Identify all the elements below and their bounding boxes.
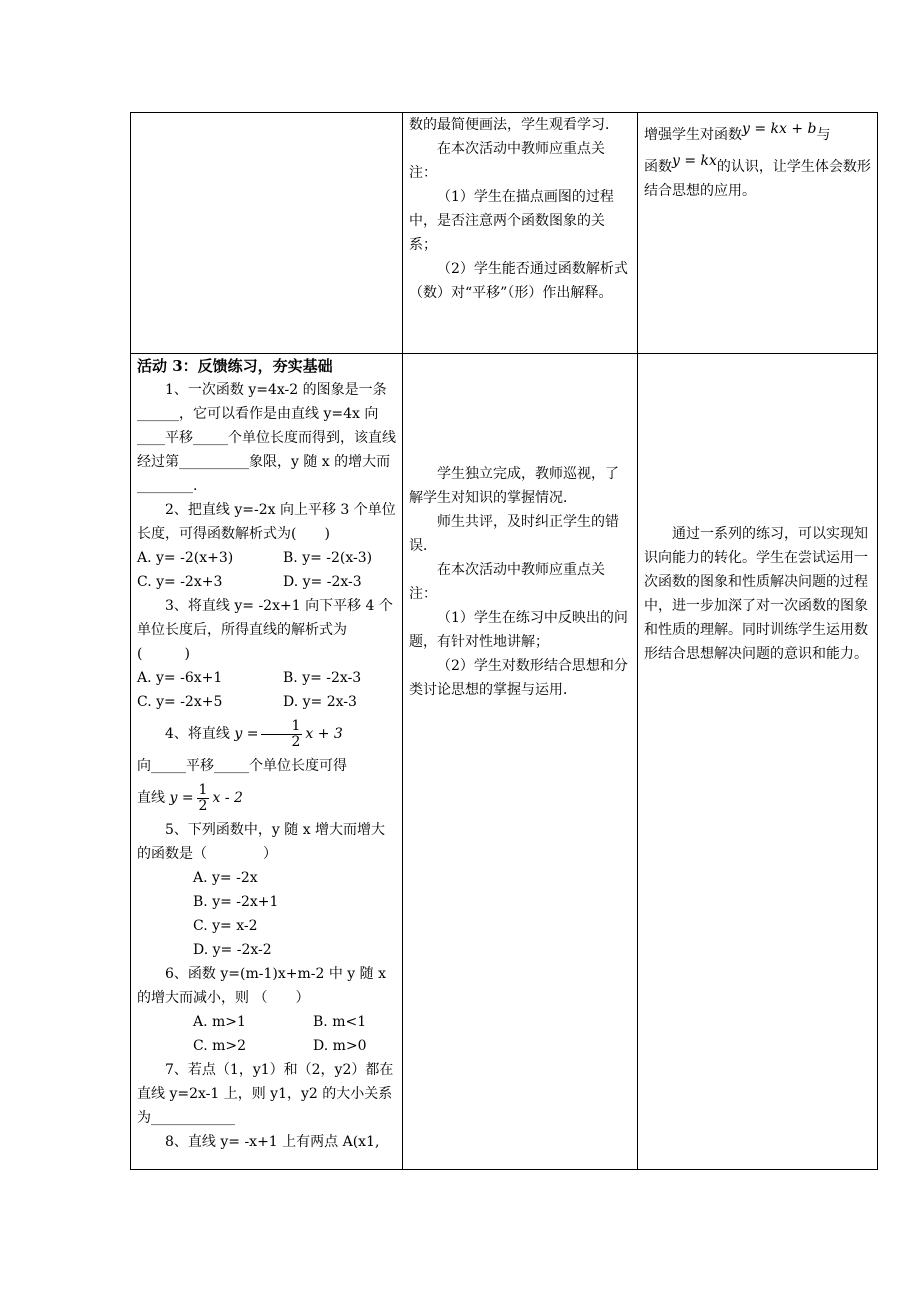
spacer — [409, 354, 631, 462]
option: A. y= -6x+1 — [137, 670, 223, 686]
equation-part: y = — [234, 726, 259, 742]
denominator: 2 — [198, 797, 208, 814]
paragraph: 通过一系列的练习，可以实现知识向能力的转化。学生在尝试运用一次函数的图象和性质解决问题的过程中，进一步加深了对一次函数的图象和性质的理解。同时训练学生运用数形结合思想解决问题的意识和能力。 — [644, 526, 868, 662]
option: B. m<1 — [313, 1014, 367, 1030]
option: C. m>2 — [193, 1038, 247, 1054]
option: A. y= -2(x+3) — [137, 550, 234, 566]
question-6: 6、函数 y=(m-1)x+m-2 中 y 随 x 的增大而减小，则 （ ） — [137, 966, 386, 1006]
equation-part: x + 3 — [305, 726, 343, 742]
table-row — [131, 113, 878, 354]
paragraph: （2）学生能否通过函数解析式（数）对“平移”（形）作出解释。 — [409, 261, 628, 301]
question-4 — [137, 714, 396, 754]
paragraph: 在本次活动中教师应重点关注： — [409, 141, 605, 181]
paragraph: 师生共评，及时纠正学生的错误． — [409, 514, 619, 554]
option: C. y= -2x+3 — [137, 574, 223, 590]
option: D. y= 2x-3 — [283, 694, 357, 710]
numerator: 1 — [198, 781, 208, 798]
paragraph: 学生独立完成，教师巡视，了解学生对知识的掌握情况． — [409, 466, 619, 506]
equation-part: x - 2 — [212, 790, 243, 806]
equation-y-kx: y = kx — [672, 153, 717, 169]
question-4-continued: 向_____平移_____个单位长度可得 — [137, 758, 347, 774]
question-8: 8、直线 y= -x+1 上有两点 A(x1, — [165, 1134, 380, 1150]
teacher-activity-cell — [403, 113, 638, 354]
equation-part: y = — [169, 790, 194, 806]
option: B. y= -2x+1 — [193, 894, 279, 910]
option: A. y= -2x — [193, 870, 258, 886]
option: C. y= -2x+5 — [137, 694, 223, 710]
activity-heading: 活动 3：反馈练习，夯实基础 — [137, 357, 333, 375]
options-row — [137, 546, 396, 570]
options-row — [137, 1010, 396, 1034]
options-row — [137, 1034, 396, 1058]
lesson-plan-table — [130, 112, 878, 1170]
paragraph — [644, 155, 871, 203]
spacer — [644, 354, 871, 522]
question-7: 7、若点（1，y1）和（2，y2）都在直线 y=2x-1 上，则 y1，y2 的大小关系为____________ — [137, 1062, 394, 1126]
text: 直线 — [137, 790, 165, 806]
numerator: 1 — [261, 719, 302, 735]
text: 与 — [816, 127, 831, 143]
activity-cell-empty — [131, 113, 403, 354]
design-intent-cell — [638, 113, 878, 354]
question-2: 2、把直线 y=-2x 向上平移 3 个单位长度，可得函数解析式为( ) — [137, 502, 396, 542]
text: 增强学生对函数 — [644, 127, 742, 143]
activity-cell — [131, 354, 403, 1170]
text: 的认识，让学生体会数形结合思想的应用。 — [644, 159, 871, 199]
text: 函数 — [644, 159, 672, 175]
question-4-target-line — [137, 778, 396, 818]
text: 4、将直线 — [165, 726, 230, 742]
question-3: 3、将直线 y= -2x+1 向下平移 4 个单位长度后，所得直线的解析式为( ) — [137, 598, 393, 662]
option: D. m>0 — [313, 1038, 367, 1054]
question-1: 1、一次函数 y=4x-2 的图象是一条______，它可以看作是由直线 y=4x 向____平移_____个单位长度而得到，该直线经过第__________象限，y 随 x 的增大而________. — [137, 382, 396, 494]
option: C. y= x-2 — [193, 918, 258, 934]
option: B. y= -2x-3 — [283, 670, 362, 686]
option: D. y= -2x-3 — [283, 574, 362, 590]
options-row — [137, 690, 396, 714]
fraction-one-half — [261, 719, 302, 750]
equation-y-kx-b: y = kx + b — [742, 121, 817, 137]
paragraph: （1）学生在描点画图的过程中，是否注意两个函数图象的关系； — [409, 189, 614, 253]
fraction-one-half — [197, 783, 210, 814]
teacher-activity-cell — [403, 354, 638, 1170]
option: A. m>1 — [193, 1014, 246, 1030]
paragraph: 在本次活动中教师应重点关注： — [409, 562, 605, 602]
table-row — [131, 354, 878, 1170]
question-5: 5、下列函数中，y 随 x 增大而增大的函数是（ ） — [137, 822, 386, 862]
design-intent-cell — [638, 354, 878, 1170]
paragraph: （2）学生对数形结合思想和分类讨论思想的掌握与运用． — [409, 658, 628, 698]
option: B. y= -2(x-3) — [283, 550, 373, 566]
paragraph: 数的最简便画法，学生观看学习． — [409, 117, 619, 133]
options-row — [137, 570, 396, 594]
options-row — [137, 666, 396, 690]
option: D. y= -2x-2 — [193, 942, 272, 958]
paragraph: （1）学生在练习中反映出的问题，有针对性地讲解； — [409, 610, 628, 650]
denominator: 2 — [291, 733, 301, 750]
paragraph — [644, 123, 871, 147]
